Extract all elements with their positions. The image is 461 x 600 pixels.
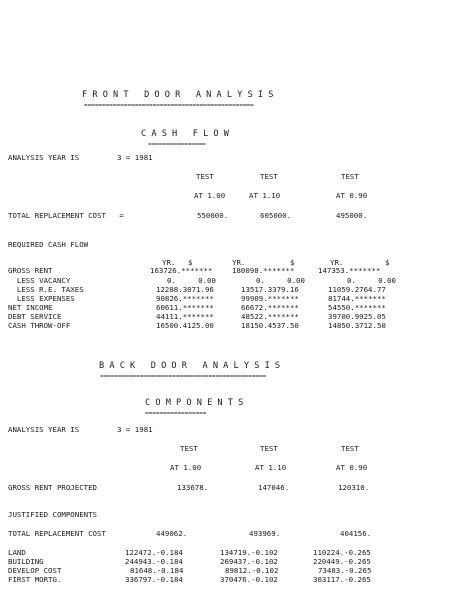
cf-replacement-value-2: 605000. <box>260 211 292 220</box>
comp-analysis-year-value: 3 = 1981 <box>117 425 153 434</box>
row-value-3: 14850.3712.50 <box>328 321 386 330</box>
cf-analysis-year-value: 3 = 1981 <box>117 153 153 162</box>
row-value-2: 99909.******* <box>241 294 299 303</box>
cf-col-yr-3: YR. <box>330 258 344 267</box>
row-value-3: 110224.-0.265 <box>313 548 371 557</box>
comp-replacement-label: TOTAL REPLACEMENT COST <box>8 529 106 538</box>
front-door-rule: =============================================== <box>84 102 254 109</box>
cf-col-yr-1: YR. <box>162 258 176 267</box>
row-label: LAND <box>8 548 26 557</box>
cf-rate-1: AT 1.00 <box>194 191 226 200</box>
comp-gross-label: GROSS RENT PROJECTED <box>8 483 97 492</box>
row-value-2: 48522.******* <box>241 312 299 321</box>
cf-rate-2: AT 1.10 <box>249 191 281 200</box>
row-value-1: 16500.4125.00 <box>156 321 214 330</box>
row-value-2: 13517.3379.16 <box>241 285 299 294</box>
row-value-1: 12288.3071.96 <box>156 285 214 294</box>
components-rule: ================= <box>145 410 207 417</box>
cf-replacement-value-3: 495000. <box>336 211 368 220</box>
cf-col-dollar-3: $ <box>385 258 390 267</box>
row-value-2: 66672.******* <box>241 303 299 312</box>
cf-test-header-1: TEST <box>196 172 214 181</box>
comp-gross-value-3: 120310. <box>338 483 370 492</box>
row-value-2: 134719.-0.102 <box>220 548 278 557</box>
back-door-title: B A C K D O O R A N A L Y S I S <box>99 361 281 371</box>
cf-col-dollar-2: $ <box>290 258 295 267</box>
row-value-3: 81744.******* <box>328 294 386 303</box>
row-value-1: 122472.-0.184 <box>125 548 183 557</box>
back-door-rule: ============================================== <box>100 373 267 380</box>
row-label: DEBT SERVICE <box>8 312 62 321</box>
comp-test-header-2: TEST <box>260 444 278 453</box>
row-label: LESS VACANCY <box>8 276 71 285</box>
cf-test-header-2: TEST <box>260 172 278 181</box>
row-value-1: 336797.-0.184 <box>125 575 183 584</box>
row-value-2: 0. 0.00 <box>256 276 305 285</box>
row-label: GROSS RENT <box>8 266 53 275</box>
components-title: C O M P O N E N T S <box>145 398 244 408</box>
row-label: BUILDING <box>8 557 44 566</box>
row-label: LESS R.E. TAXES <box>8 285 84 294</box>
cf-col-yr-2: YR. <box>232 258 246 267</box>
comp-test-header-3: TEST <box>341 444 359 453</box>
row-value-3: 0. 0.00 <box>347 276 396 285</box>
comp-test-header-1: TEST <box>180 444 198 453</box>
row-value-1: 244943.-0.184 <box>125 557 183 566</box>
comp-analysis-year-label: ANALYSIS YEAR IS <box>8 425 80 434</box>
row-value-2: 18150.4537.50 <box>241 321 299 330</box>
cash-flow-rule: ================ <box>148 141 206 148</box>
row-value-1: 163726.******* <box>150 266 213 275</box>
row-label: DEVELOP COST <box>8 566 62 575</box>
row-value-2: 89812.-0.102 <box>225 566 279 575</box>
row-value-3: 39700.9925.05 <box>328 312 386 321</box>
row-value-1: 90826.******* <box>156 294 214 303</box>
comp-rate-1: AT 1.00 <box>170 463 202 472</box>
row-label: LESS EXPENSES <box>8 294 75 303</box>
cf-required-label: REQUIRED CASH FLOW <box>8 240 89 249</box>
comp-rate-2: AT 1.10 <box>255 463 287 472</box>
row-label: CASH THROW-OFF <box>8 321 71 330</box>
cf-replacement-value-1: 550000. <box>197 211 229 220</box>
row-value-3: 73483.-0.265 <box>318 566 372 575</box>
row-value-1: 44111.******* <box>156 312 214 321</box>
comp-replacement-value-2: 493969. <box>249 529 281 538</box>
row-label: FIRST MORTG. <box>8 575 62 584</box>
row-label: NET INCOME <box>8 303 53 312</box>
row-value-3: 147353.******* <box>318 266 381 275</box>
row-value-3: 11059.2764.77 <box>328 285 386 294</box>
row-value-3: 54550.******* <box>328 303 386 312</box>
comp-gross-value-1: 133678. <box>177 483 209 492</box>
cf-test-header-3: TEST <box>341 172 359 181</box>
cf-rate-3: AT 0.90 <box>336 191 368 200</box>
cf-col-dollar-1: $ <box>188 258 193 267</box>
cf-analysis-year-label: ANALYSIS YEAR IS <box>8 153 80 162</box>
row-value-1: 81648.-0.184 <box>130 566 184 575</box>
row-value-2: 370476.-0.102 <box>220 575 278 584</box>
comp-replacement-value-3: 404156. <box>340 529 372 538</box>
row-value-1: 0. 0.00 <box>167 276 216 285</box>
comp-justified-label: JUSTIFIED COMPONENTS <box>8 510 97 519</box>
comp-gross-value-2: 147046. <box>258 483 290 492</box>
cash-flow-title: C A S H F L O W <box>141 129 229 139</box>
cf-replacement-label: TOTAL REPLACEMENT COST = <box>8 211 124 220</box>
front-door-title: F R O N T D O O R A N A L Y S I S <box>82 90 274 100</box>
row-value-2: 269437.-0.102 <box>220 557 278 566</box>
row-value-2: 180098.******* <box>232 266 295 275</box>
row-value-3: 220449.-0.265 <box>313 557 371 566</box>
row-value-1: 60611.******* <box>156 303 214 312</box>
comp-replacement-value-1: 449062. <box>156 529 188 538</box>
comp-rate-3: AT 0.90 <box>336 463 368 472</box>
row-value-3: 303117.-0.265 <box>313 575 371 584</box>
